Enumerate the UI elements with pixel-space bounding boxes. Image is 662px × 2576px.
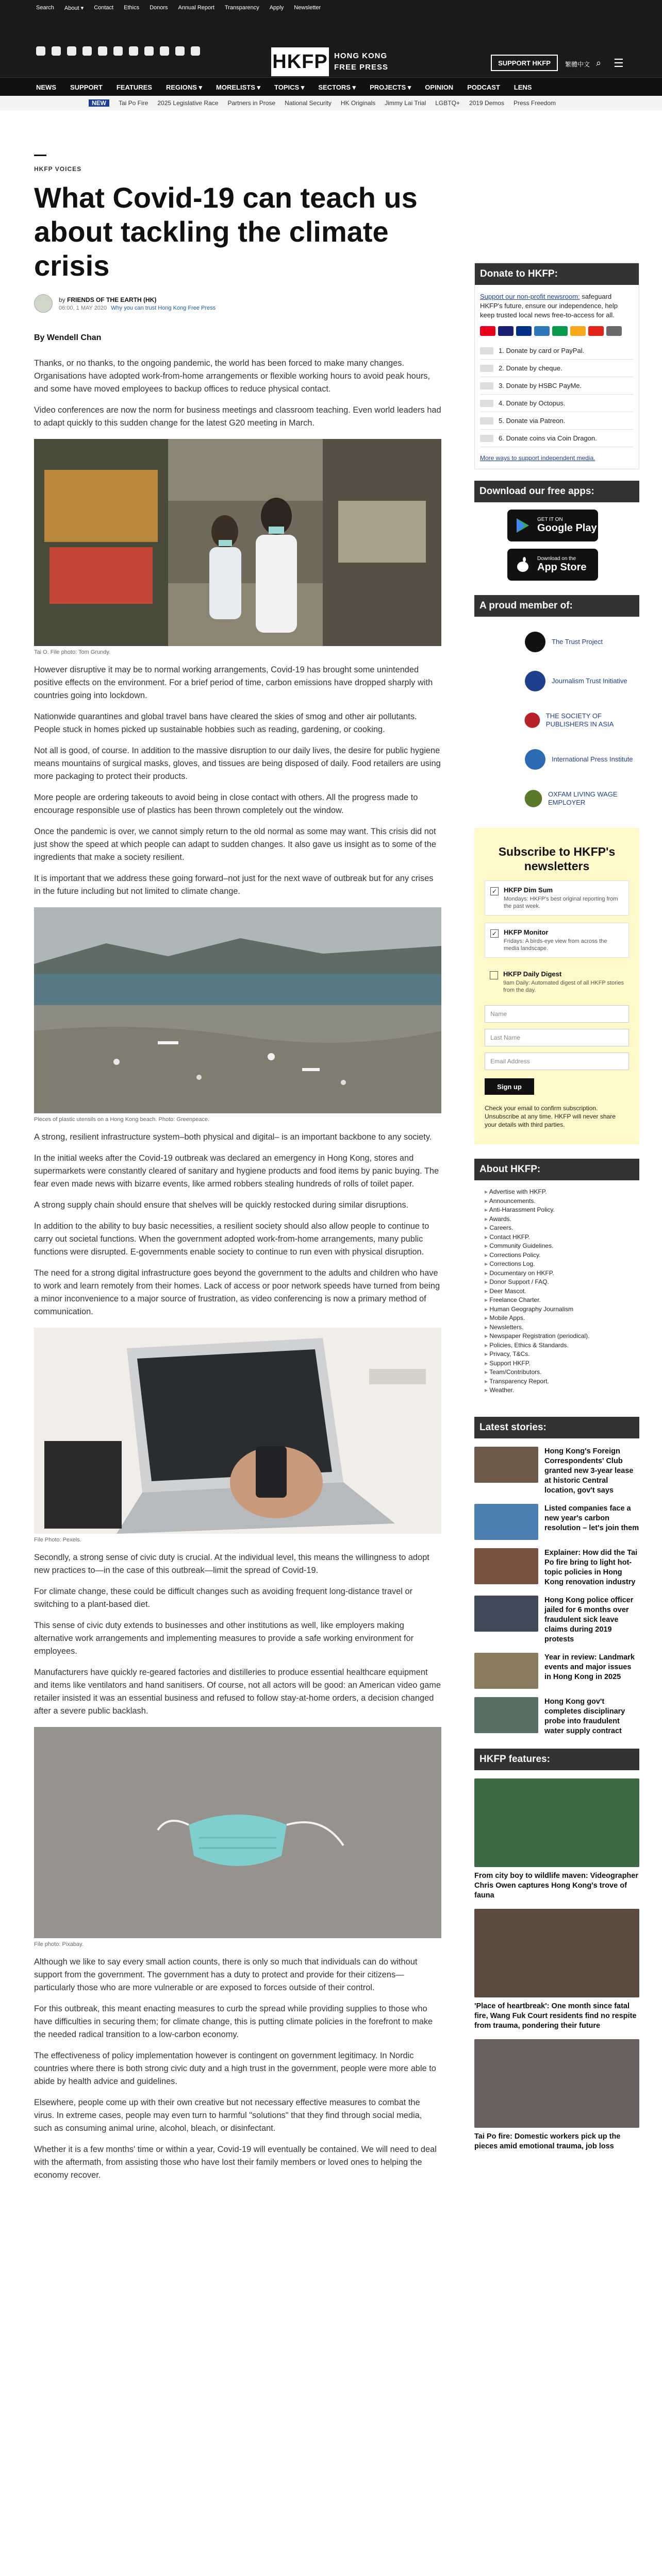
donate-more-link[interactable]: More ways to support independent media.: [480, 454, 595, 462]
about-link[interactable]: ▸ Deer Mascot.: [485, 1287, 629, 1296]
member-org-name: THE SOCIETY OF PUBLISHERS IN ASIA: [545, 712, 614, 728]
story-thumbnail: [474, 1447, 538, 1483]
discarded-mask-photo: [34, 1727, 441, 1938]
trending-item[interactable]: Jimmy Lai Trial: [385, 99, 426, 107]
paragraph: For this outbreak, this meant enacting measures to curb the spread while providing supplies to those who have difficulties in securing them; for climate change, this is putting climate policies in the forefront to make the needed radical transition to a low-carbon economy.: [34, 2004, 433, 2039]
article-photo-3: [34, 1328, 441, 1534]
newsletter-checkbox[interactable]: ✓: [490, 887, 499, 895]
donate-option-label: 5. Donate via Patreon.: [499, 417, 566, 425]
member-org-name: The Trust Project: [552, 638, 603, 646]
google-play-small: GET IT ON: [537, 517, 563, 522]
threads-icon[interactable]: [82, 46, 92, 56]
member-org-name: Journalism Trust Initiative: [552, 677, 627, 685]
about-link[interactable]: ▸ Documentary on HKFP.: [485, 1269, 629, 1278]
about-link[interactable]: ▸ Freelance Charter.: [485, 1296, 629, 1305]
payment-method-icon: [480, 365, 493, 372]
top-links: [36, 5, 321, 11]
payment-method-icon: [480, 400, 493, 407]
paragraph: Although we like to say every small action counts, there is only so much that individuals can do without support from the government. The government has a duty to protect and provide for their citizens—particularly those who are more vulnerable or are exposed to forces outside of their control.: [34, 1957, 418, 1992]
about-link[interactable]: ▸ Weather.: [485, 1386, 629, 1395]
org-logo-icon: [524, 787, 543, 810]
google-play-icon: [516, 518, 530, 533]
category-accent: [34, 155, 46, 156]
logo-mark: HKFP: [271, 47, 329, 76]
about-link[interactable]: ▸ Donor Support / FAQ.: [485, 1278, 629, 1287]
about-link[interactable]: ▸ Team/Contributors.: [485, 1368, 629, 1377]
about-heading: About HKFP:: [474, 1159, 639, 1180]
sidebar: [474, 263, 639, 2151]
about-link[interactable]: ▸ Anti-Harassment Policy.: [485, 1206, 629, 1215]
org-logo-icon: [524, 631, 547, 653]
story-title: Year in review: Landmark events and major issues in Hong Kong in 2025: [544, 1653, 635, 1681]
paragraph: However disruptive it may be to normal working arrangements, Covid-19 has brought some unintended positive effects on the environment. For a brief period of time, carbon emissions have dropped sharply with countries going into lockdown.: [34, 665, 433, 700]
org-logo-icon: [524, 670, 547, 692]
google-play-button[interactable]: [507, 510, 598, 541]
logo-words: [334, 50, 388, 73]
donate-intro: [475, 285, 639, 322]
member-box: [474, 595, 639, 812]
newsletter-option-text: [504, 886, 623, 910]
paragraph: A strong supply chain should ensure that shelves will be quickly restocked during similar disruptions.: [34, 1200, 409, 1210]
trending-item[interactable]: 2019 Demos: [469, 99, 504, 107]
newsletter-option-text: [504, 928, 623, 952]
payment-card-icon: [534, 326, 550, 336]
payment-card-icon: [606, 326, 622, 336]
feature-stories: [474, 1778, 639, 2151]
paragraph: For climate change, these could be difficult changes such as avoiding frequent long-distance travel or switching to a plant-based diet.: [34, 1587, 413, 1609]
donate-option-label: 3. Donate by HSBC PayMe.: [499, 382, 582, 389]
donate-options: [475, 340, 639, 449]
payment-method-icon: [480, 435, 493, 442]
email-field[interactable]: Email Address: [485, 1053, 629, 1070]
nav-item[interactable]: REGIONS ▾: [166, 83, 203, 91]
site-header: [0, 16, 662, 77]
newsletter-option-text: [503, 970, 624, 994]
app-store-button[interactable]: [507, 549, 598, 581]
top-bar: [0, 0, 662, 16]
donate-option-label: 6. Donate coins via Coin Dragon.: [499, 434, 597, 442]
story-thumbnail: [474, 1504, 538, 1540]
paragraph: This sense of civic duty extends to businesses and other institutions as well, like employers making alternative work arrangements and implementing measures to provide a safe working environment for employees.: [34, 1621, 414, 1656]
paragraph: Thanks, or no thanks, to the ongoing pandemic, the world has been forced to make many changes. Organisations have adopted work-from-home arrangements or flexible working hours to avoid peak hours, and some have moved employees to backup offices to reduce physical contact.: [34, 359, 431, 394]
paragraph: Nationwide quarantines and global travel bans have cleared the skies of smog and other air pollutants. People stuck in homes picked up sustainable hobbies such as reading, gardening, or cooking.: [34, 712, 417, 734]
newsletter-option[interactable]: [485, 880, 629, 916]
feature-title: Tai Po fire: Domestic workers pick up the pieces amid emotional trauma, job loss: [474, 2132, 621, 2150]
paragraph-group-d: [34, 1551, 441, 1718]
payment-card-icon: [480, 326, 495, 336]
paragraph: Elsewhere, people come up with their own creative but not necessary effective measures to combat the virus. In extreme cases, people may even turn to harmful "solutions" that they find through social media, such as consuming animal urine, alcohol, bleach, or disinfectant.: [34, 2098, 422, 2133]
about-link[interactable]: ▸ Support HKFP.: [485, 1359, 629, 1368]
paragraph: A strong, resilient infrastructure system–both physical and digital– is an important backbone to any society.: [34, 1132, 432, 1142]
top-link[interactable]: Newsletter: [294, 5, 321, 11]
newsletter-checkbox[interactable]: ✓: [490, 929, 499, 938]
newsletter-box: [474, 828, 639, 1144]
x-icon[interactable]: [52, 46, 61, 56]
paragraph: In addition to the ability to buy basic necessities, a resilient society should also allow people to continue to carry out societal functions. When the government adopted work-from-home arrangements, many public functions were disrupted. E-governments enable society to continue to run even with physical disruption.: [34, 1222, 429, 1257]
feature-image: [474, 2039, 639, 2128]
instagram-icon[interactable]: [67, 46, 76, 56]
story-thumbnail: [474, 1653, 538, 1689]
about-link[interactable]: ▸ Mobile Apps.: [485, 1314, 629, 1323]
paragraph: Video conferences are now the norm for business meetings and classroom teaching. Even world leaders had to adapt quickly to this sudden change for the latest G20 meeting in March.: [34, 405, 441, 428]
app-store-small: Download on the: [537, 556, 576, 562]
logo-line-1: HONG KONG: [334, 52, 388, 60]
donate-option[interactable]: [480, 377, 634, 395]
latest-story[interactable]: [474, 1653, 639, 1689]
trending-item[interactable]: Press Freedom: [513, 99, 556, 107]
top-link[interactable]: Annual Report: [178, 5, 214, 11]
beach-plastic-photo: [34, 907, 441, 1113]
nav-item[interactable]: NEWS: [36, 83, 56, 91]
top-link[interactable]: Donors: [150, 5, 168, 11]
new-tag: NEW: [89, 99, 109, 107]
byline-prefix: by: [59, 296, 65, 303]
feature-title: From city boy to wildlife maven: Videographer Chris Owen captures Hong Kong's trove of fauna: [474, 1871, 638, 1900]
main-nav-items: [36, 83, 532, 92]
newsletter-desc: 9am Daily: Automated digest of all HKFP stories from the day.: [503, 980, 624, 993]
story-title: Hong Kong's Foreign Correspondents' Club granted new 3-year lease at historic Central location, gov't says: [544, 1447, 634, 1495]
apps-box: [474, 481, 639, 581]
about-link[interactable]: ▸ Announcements.: [485, 1197, 629, 1206]
bluesky-icon[interactable]: [191, 46, 200, 56]
member-org-logo[interactable]: [524, 667, 639, 695]
article-body: [34, 357, 441, 2182]
donate-option[interactable]: [480, 430, 634, 447]
trending-items: [89, 99, 556, 107]
about-link[interactable]: ▸ Human Geography Journalism: [485, 1305, 629, 1314]
article-photo-2: [34, 907, 441, 1113]
paragraph: The effectiveness of policy implementation however is contingent on government legitimacy. In Nordic countries where there is both strong civic duty and a high trust in the government, people were more able to abide by health advice and guidelines.: [34, 2051, 436, 2086]
apple-icon: [516, 557, 530, 572]
article-title: What Covid-19 can teach us about tackling the climate crisis: [34, 181, 418, 282]
newsletter-option[interactable]: [485, 923, 629, 958]
author-line: By Wendell Chan: [34, 333, 102, 342]
feature-story[interactable]: [474, 1778, 639, 1901]
paragraph: Once the pandemic is over, we cannot simply return to the old normal as some may want. This crisis did not just show the speed at which people can adapt to sudden changes. It also gave us insight as to some of the ingredients that make a society resilient.: [34, 827, 436, 862]
top-link[interactable]: Transparency: [224, 5, 259, 11]
trending-item[interactable]: HK Originals: [340, 99, 376, 107]
about-link[interactable]: ▸ Contact HKFP.: [485, 1233, 629, 1242]
hamburger-menu-icon[interactable]: ☰: [614, 57, 624, 70]
youtube-icon[interactable]: [98, 46, 107, 56]
rss-icon[interactable]: [160, 46, 169, 56]
member-org-logo[interactable]: [524, 628, 639, 656]
logo-line-2: FREE PRESS: [334, 63, 389, 72]
nav-item[interactable]: PROJECTS ▾: [370, 83, 411, 91]
newsletter-note: Check your email to confirm subscription. Unsubscribe at any time. HKFP will never share your details with third parties.: [485, 1105, 616, 1128]
linkedin-icon[interactable]: [113, 46, 123, 56]
paragraph: More people are ordering takeouts to avoid being in close contact with others. All the progress made to encourage responsible use of plastics has been thrown completely out the window.: [34, 793, 418, 815]
donate-option[interactable]: [480, 342, 634, 360]
latest-story[interactable]: [474, 1504, 639, 1540]
support-button[interactable]: SUPPORT HKFP: [491, 55, 558, 71]
latest-box: [474, 1417, 639, 1736]
about-link[interactable]: ▸ Awards.: [485, 1215, 629, 1224]
trending-item[interactable]: 2025 Legislative Race: [157, 99, 219, 107]
top-link[interactable]: Contact: [94, 5, 114, 11]
publish-date: [59, 305, 216, 311]
latest-story[interactable]: [474, 1697, 639, 1736]
about-link[interactable]: ▸ Newsletters.: [485, 1323, 629, 1332]
newsletter-desc: Mondays: HKFP's best original reporting from the past week.: [504, 896, 618, 909]
donate-option[interactable]: [480, 395, 634, 412]
article: [34, 155, 441, 2182]
about-links: [474, 1180, 639, 1402]
payment-method-icon: [480, 347, 493, 354]
payment-method-icon: [480, 382, 493, 389]
photo-caption-4: File photo: Pixabay.: [34, 1941, 84, 1947]
about-link[interactable]: ▸ Transparency Report.: [485, 1377, 629, 1386]
member-org-name: OXFAM LIVING WAGE EMPLOYER: [548, 790, 618, 806]
donate-box: [474, 263, 639, 469]
latest-stories: [474, 1447, 639, 1736]
paragraph: In the initial weeks after the Covid-19 outbreak was declared an emergency in Hong Kong, stores and supermarkets were constantly cleared of sanitary and hygiene products and food items by panic buying. The fear even made news with bizarre events, like armed robbers stealing hundreds of rolls of toilet paper.: [34, 1154, 439, 1189]
about-link[interactable]: ▸ Newspaper Registration (periodical).: [485, 1332, 629, 1341]
donate-intro-link[interactable]: Support our non-profit newsroom:: [480, 293, 580, 300]
latest-story[interactable]: [474, 1548, 639, 1587]
google-play-big: Google Play: [537, 522, 597, 534]
about-link[interactable]: ▸ Corrections Policy.: [485, 1251, 629, 1260]
nav-item[interactable]: FEATURES: [116, 83, 152, 91]
about-link[interactable]: ▸ Privacy, T&Cs.: [485, 1350, 629, 1359]
about-link[interactable]: ▸ Careers.: [485, 1224, 629, 1233]
member-org-logo[interactable]: [524, 785, 639, 812]
member-heading: A proud member of:: [474, 595, 639, 617]
donate-option-label: 1. Donate by card or PayPal.: [499, 347, 585, 354]
trending-item[interactable]: LGBTQ+: [435, 99, 460, 107]
org-logo-icon: [524, 709, 541, 732]
donate-option[interactable]: [480, 360, 634, 377]
byline-line: [59, 296, 216, 303]
latest-story[interactable]: [474, 1596, 639, 1645]
donate-option[interactable]: [480, 412, 634, 430]
article-category[interactable]: HKFP VOICES: [34, 165, 82, 173]
byline: [34, 294, 441, 313]
social-icons: [36, 46, 200, 56]
donate-heading: Donate to HKFP:: [475, 263, 639, 285]
about-link[interactable]: ▸ Corrections Log.: [485, 1260, 629, 1269]
telegram-icon[interactable]: [129, 46, 138, 56]
story-title: Hong Kong police officer jailed for 6 months over fraudulent sick leave claims during 2019 protests: [544, 1596, 634, 1643]
nav-item[interactable]: TOPICS ▾: [274, 83, 305, 91]
last-name-field[interactable]: Last Name: [485, 1029, 629, 1046]
features-heading: HKFP features:: [474, 1749, 639, 1770]
photo-caption-2: Pieces of plastic utensils on a Hong Kong beach. Photo: Greenpeace.: [34, 1116, 209, 1123]
date-text: 06:00, 1 MAY 2020: [59, 304, 107, 311]
trending-bar: [0, 96, 662, 110]
story-thumbnail: [474, 1697, 538, 1733]
org-logo-icon: [524, 748, 547, 771]
nav-item[interactable]: LENS: [514, 83, 532, 91]
payment-method-icon: [480, 417, 493, 425]
feature-story[interactable]: [474, 1909, 639, 2031]
paragraph: Manufacturers have quickly re-geared factories and distilleries to produce essential healthcare equipment and items like ventilators and hand sanitisers. Of course, not all actors will be good: an American video game retailer insisted it was an essential business and refused to follow stay-at-home orders, a decision changed after a severe public backlash.: [34, 1668, 441, 1716]
trust-link[interactable]: Why you can trust Hong Kong Free Press: [111, 304, 216, 311]
about-box: [474, 1159, 639, 1402]
name-field[interactable]: Name: [485, 1005, 629, 1023]
payment-card-icon: [570, 326, 586, 336]
donate-option-label: 4. Donate by Octopus.: [499, 399, 566, 407]
newsletter-option[interactable]: [485, 965, 629, 999]
paragraph: Whether it is a few months' time or within a year, Covid-19 will eventually be contained. We will need to deal with the aftermath, from assisting those who have lost their family members or loved ones to helping the economy recover.: [34, 2145, 437, 2180]
author-avatar: [34, 294, 53, 313]
nav-item[interactable]: SECTORS ▾: [318, 83, 356, 91]
photo-caption-3: File Photo: Pexels.: [34, 1537, 81, 1543]
story-title: Explainer: How did the Tai Po fire bring to light hot-topic policies in Hong Kong renovation industry: [544, 1548, 638, 1586]
payment-cards: [475, 322, 639, 340]
article-photo-4: [34, 1727, 441, 1938]
about-link[interactable]: ▸ Advertise with HKFP.: [485, 1188, 629, 1197]
story-title: Hong Kong gov't completes disciplinary probe into fraudulent water supply contract: [544, 1697, 625, 1735]
latest-story[interactable]: [474, 1447, 639, 1496]
feature-image: [474, 1778, 639, 1867]
apps-heading: Download our free apps:: [474, 481, 639, 502]
photo-caption-1: Tai O. File photo: Tom Grundy.: [34, 649, 111, 655]
newsletter-heading: Subscribe to HKFP's newsletters: [498, 845, 616, 873]
top-link[interactable]: Apply: [269, 5, 284, 11]
story-thumbnail: [474, 1596, 538, 1632]
member-orgs: [474, 628, 639, 812]
payment-card-icon: [498, 326, 514, 336]
top-link[interactable]: About ▾: [64, 5, 84, 11]
paragraph: Secondly, a strong sense of civic duty is crucial. At the individual level, this means the willingness to adopt new practices to—in the case of this outbreak—limit the spread of Covid-19.: [34, 1553, 429, 1575]
paragraph: It is important that we address these going forward–not just for the next wave of outbreak but for any crises in the future including but not limited to climate change.: [34, 874, 434, 896]
main-nav: [0, 77, 662, 96]
nav-item[interactable]: MORELISTS ▾: [216, 83, 261, 91]
latest-heading: Latest stories:: [474, 1417, 639, 1438]
trending-item[interactable]: Tai Po Fire: [119, 99, 148, 107]
mastodon-icon[interactable]: [144, 46, 154, 56]
nav-item[interactable]: SUPPORT: [70, 83, 103, 91]
nav-item[interactable]: PODCAST: [467, 83, 500, 91]
newsletter-name: HKFP Dim Sum: [504, 886, 553, 894]
paragraph-group-b: [34, 664, 441, 898]
story-thumbnail: [474, 1548, 538, 1584]
trending-item[interactable]: Partners in Prose: [227, 99, 276, 107]
app-store-big: App Store: [537, 562, 587, 573]
paragraph-group-c: [34, 1131, 441, 1318]
byline-text: [59, 296, 216, 311]
top-link[interactable]: Search: [36, 5, 54, 11]
feature-story[interactable]: [474, 2039, 639, 2151]
newsletter-checkbox[interactable]: [490, 971, 498, 979]
signup-button[interactable]: Sign up: [485, 1078, 534, 1095]
paragraph-group-a: [34, 357, 441, 430]
laptop-photo: [34, 1328, 441, 1534]
member-org-logo[interactable]: [524, 745, 639, 773]
feature-title: 'Place of heartbreak': One month since fatal fire, Wang Fuk Court residents find no respite from trauma, pondering their future: [474, 2002, 637, 2030]
top-link[interactable]: Ethics: [124, 5, 140, 11]
byline-author[interactable]: FRIENDS OF THE EARTH (HK): [67, 296, 157, 303]
email-icon[interactable]: [175, 46, 185, 56]
street-market-photo: [34, 439, 441, 646]
about-link[interactable]: ▸ Policies, Ethics & Standards.: [485, 1341, 629, 1350]
newsletter-name: HKFP Daily Digest: [503, 970, 562, 978]
member-org-name: International Press Institute: [552, 755, 633, 763]
donate-option-label: 2. Donate by cheque.: [499, 364, 562, 372]
about-link[interactable]: ▸ Community Guidelines.: [485, 1242, 629, 1251]
nav-item[interactable]: OPINION: [425, 83, 454, 91]
payment-card-icon: [552, 326, 568, 336]
story-title: Listed companies face a new year's carbon resolution – let's join them: [544, 1504, 639, 1532]
facebook-icon[interactable]: [36, 46, 45, 56]
paragraph-group-e: [34, 1956, 441, 2182]
language-link[interactable]: 繁體中文: [565, 61, 590, 68]
article-photo-1: [34, 439, 441, 646]
donate-intro-text: safeguard HKFP's future, ensure our independence, help keep trusted local news free-to-access for all.: [480, 293, 618, 319]
payment-card-icon: [516, 326, 532, 336]
features-box: [474, 1749, 639, 2151]
search-icon[interactable]: ⌕: [596, 58, 602, 68]
member-org-logo[interactable]: [524, 706, 639, 734]
paragraph: The need for a strong digital infrastructure goes beyond the government to the adults and children who have to work and learn remotely from their homes. Lack of access or poor network speeds have turned from being a minor inconvenience to a major source of frustration, as video conferencing is now a primary method of communication.: [34, 1268, 440, 1316]
payment-card-icon: [588, 326, 604, 336]
paragraph: Not all is good, of course. In addition to the massive disruption to our daily lives, the desire for public hygiene means mountains of surgical masks, gloves, and tissues are being disposed of daily. Food retailers are using more packaging to protect their products.: [34, 746, 441, 781]
trending-item[interactable]: National Security: [285, 99, 332, 107]
newsletter-desc: Fridays: A birds-eye view from across the media landscape.: [504, 938, 607, 952]
feature-image: [474, 1909, 639, 1997]
newsletter-name: HKFP Monitor: [504, 928, 549, 936]
newsletter-options: [485, 880, 629, 999]
site-logo[interactable]: [271, 47, 395, 76]
